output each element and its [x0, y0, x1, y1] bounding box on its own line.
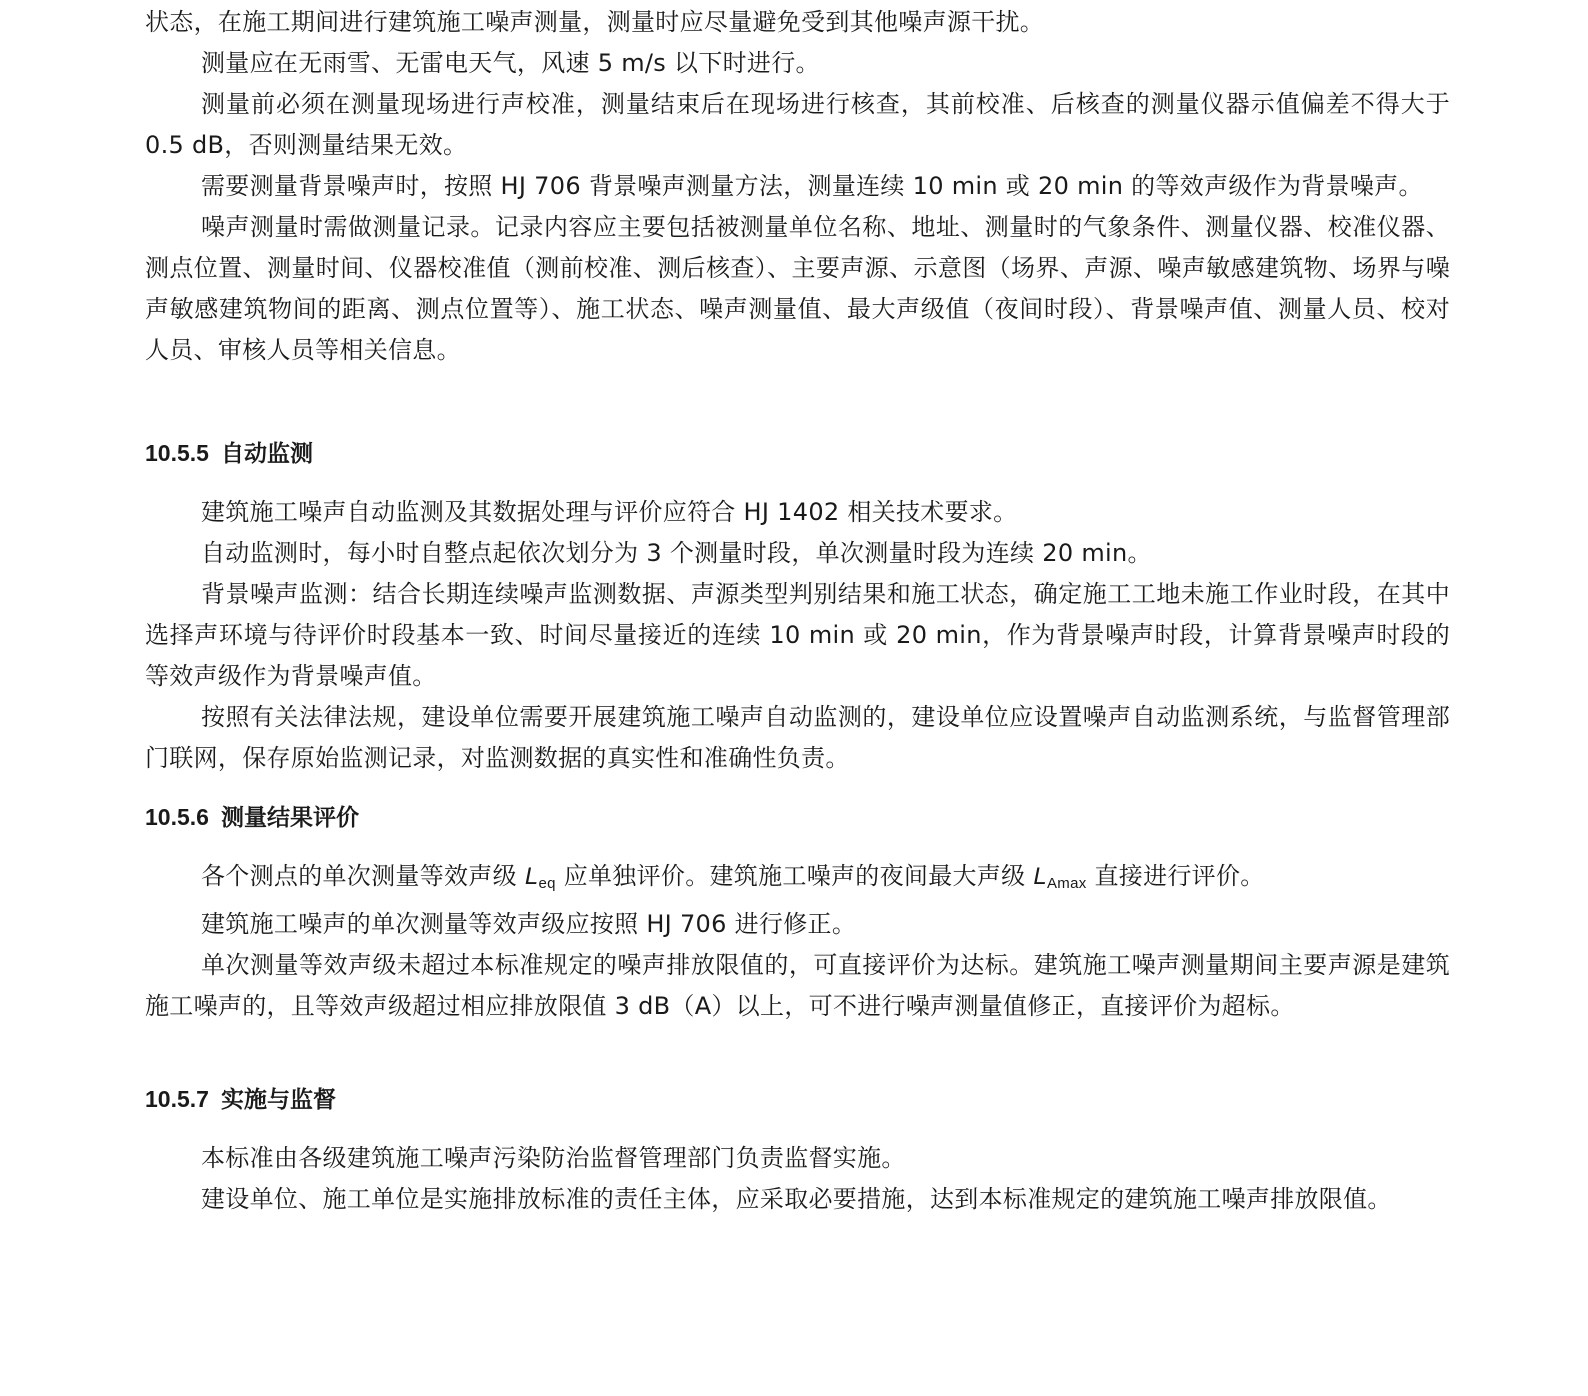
paragraph: 单次测量等效声级未超过本标准规定的噪声排放限值的，可直接评价为达标。建筑施工噪声测量期间主要声源是建筑施工噪声的，且等效声级超过相应排放限值 3 dB（A）以上，可不进行噪声测量值修正，直接评价为超标。	[145, 951, 1450, 1020]
section-number: 10.5.5	[145, 440, 209, 466]
paragraph: 背景噪声监测：结合长期连续噪声监测数据、声源类型判别结果和施工状态，确定施工工地未施工作业时段，在其中选择声环境与待评价时段基本一致、时间尽量接近的连续 10 min 或 20 min，作为背景噪声时段，计算背景噪声时段的等效声级作为背景噪声值。	[145, 580, 1450, 690]
paragraph: 建筑施工噪声的单次测量等效声级应按照 HJ 706 进行修正。	[201, 910, 857, 938]
paragraph: 建设单位、施工单位是实施排放标准的责任主体，应采取必要措施，达到本标准规定的建筑施工噪声排放限值。	[201, 1185, 1392, 1213]
section-10-5-7	[145, 1079, 1450, 1120]
section-title: 自动监测	[220, 440, 313, 466]
section-heading	[145, 1079, 1450, 1120]
section-10-5-5	[145, 433, 1450, 474]
symbol-L: L	[524, 863, 539, 890]
continuation-block	[145, 2, 1450, 371]
section-heading	[145, 433, 1450, 474]
paragraph: 需要测量背景噪声时，按照 HJ 706 背景噪声测量方法，测量连续 10 min 或 20 min 的等效声级作为背景噪声。	[201, 172, 1423, 200]
section-title: 测量结果评价	[220, 804, 359, 830]
paragraph-with-symbols	[145, 856, 1450, 904]
section-10-5-7-body	[145, 1138, 1450, 1220]
paragraph: 噪声测量时需做测量记录。记录内容应主要包括被测量单位名称、地址、测量时的气象条件、测量仪器、校准仪器、测点位置、测量时间、仪器校准值（测前校准、测后核查）、主要声源、示意图（场界、声源、噪声敏感建筑物、场界与噪声敏感建筑物间的距离、测点位置等）、施工状态、噪声测量值、最大声级值（夜间时段）、背景噪声值、测量人员、校对人员、审核人员等相关信息。	[145, 213, 1450, 364]
section-10-5-6	[145, 797, 1450, 838]
section-heading	[145, 797, 1450, 838]
section-10-5-5-body	[145, 492, 1450, 779]
section-number: 10.5.6	[145, 804, 209, 830]
subscript-amax: Amax	[1047, 875, 1087, 892]
symbol-L: L	[1033, 863, 1047, 890]
text-fragment: 各个测点的单次测量等效声级	[201, 862, 525, 890]
section-title: 实施与监督	[220, 1086, 336, 1112]
paragraph: 按照有关法律法规，建设单位需要开展建筑施工噪声自动监测的，建设单位应设置噪声自动监测系统，与监督管理部门联网，保存原始监测记录，对监测数据的真实性和准确性负责。	[145, 703, 1450, 772]
text-fragment: 直接进行评价。	[1086, 862, 1265, 890]
paragraph: 建筑施工噪声自动监测及其数据处理与评价应符合 HJ 1402 相关技术要求。	[201, 498, 1018, 526]
paragraph: 测量前必须在测量现场进行声校准，测量结束后在现场进行核查，其前校准、后核查的测量仪器示值偏差不得大于 0.5 dB，否则测量结果无效。	[145, 90, 1450, 159]
paragraph: 状态，在施工期间进行建筑施工噪声测量，测量时应尽量避免受到其他噪声源干扰。	[145, 8, 1045, 36]
paragraph: 测量应在无雨雪、无雷电天气，风速 5 m/s 以下时进行。	[201, 49, 820, 77]
subscript-eq: eq	[538, 875, 556, 892]
section-10-5-6-body	[145, 856, 1450, 1027]
paragraph: 本标准由各级建筑施工噪声污染防治监督管理部门负责监督实施。	[201, 1144, 906, 1172]
paragraph: 自动监测时，每小时自整点起依次划分为 3 个测量时段，单次测量时段为连续 20 min。	[201, 539, 1152, 567]
text-fragment: 应单独评价。建筑施工噪声的夜间最大声级	[555, 862, 1034, 890]
section-number: 10.5.7	[145, 1086, 209, 1112]
